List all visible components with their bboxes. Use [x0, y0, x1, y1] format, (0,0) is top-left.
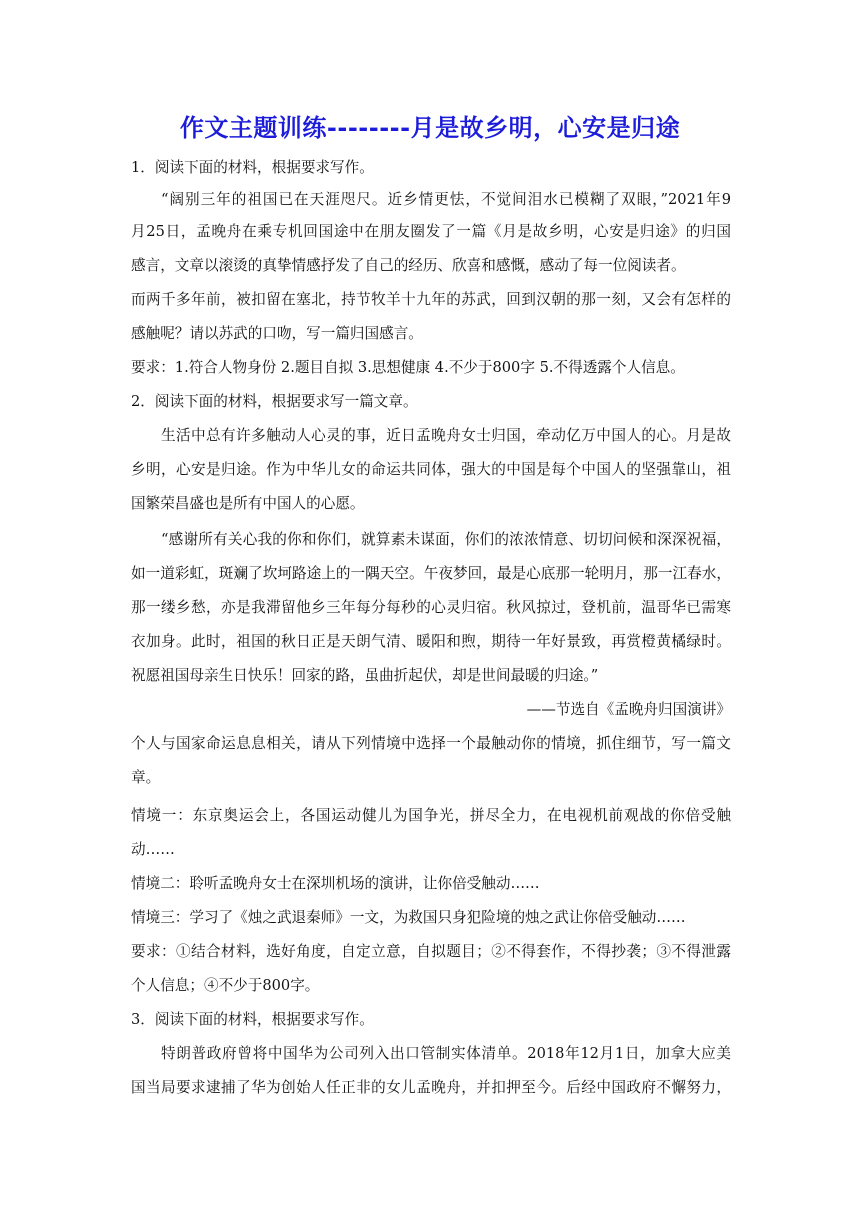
quote-line: 那一缕乡愁，亦是我滞留他乡三年每分每秒的心灵归宿。秋风掠过，登机前，温哥华已需寒 [131, 599, 731, 616]
paragraph-line: “阔别三年的祖国已在天涯咫尺。近乡情更怯，不觉间泪水已模糊了双眼，”2021年9 [161, 191, 731, 208]
paragraph-line: 章。 [131, 769, 161, 786]
question-2-heading: 2．阅读下面的材料，根据要求写一篇文章。 [131, 393, 418, 410]
scenario-line: 情境一：东京奥运会上，各国运动健儿为国争光，拼尽全力，在电视机前观战的你倍受触 [131, 807, 731, 824]
scenario-line: 情境二：聆听孟晚舟女士在深圳机场的演讲，让你倍受触动…… [131, 875, 540, 892]
requirement-line: 要求：1.符合人物身份 2.题目自拟 3.思想健康 4.不少于800字 5.不得透露个人信息。 [131, 359, 685, 376]
paragraph-line: 个人与国家命运息息相关，请从下列情境中选择一个最触动你的情境，抓住细节，写一篇文 [131, 735, 731, 752]
quote-line: 如一道彩虹，斑斓了坎坷路途上的一隅天空。午夜梦回，最是心底那一轮明月，那一江春水， [131, 565, 731, 582]
paragraph-line: 生活中总有许多触动人心灵的事，近日孟晚舟女士归国，牵动亿万中国人的心。月是故 [161, 427, 731, 444]
document-title: 作文主题训练--------月是故乡明，心安是归途 [179, 114, 681, 142]
requirement-line: 个人信息；④不少于800字。 [131, 977, 320, 994]
paragraph-line: 特朗普政府曾将中国华为公司列入出口管制实体清单。2018年12月1日，加拿大应美 [161, 1045, 731, 1062]
question-1-heading: 1．阅读下面的材料，根据要求写作。 [131, 159, 374, 176]
question-3-heading: 3．阅读下面的材料，根据要求写作。 [131, 1011, 374, 1028]
quote-line: “感谢所有关心我的你和你们，就算素未谋面，你们的浓浓情意、切切问候和深深祝福， [161, 531, 731, 548]
quote-line: 祝愿祖国母亲生日快乐！回家的路，虽曲折起伏，却是世间最暖的归途。” [131, 667, 599, 684]
requirement-line: 要求：①结合材料，选好角度，自定立意，自拟题目；②不得套作，不得抄袭；③不得泄露 [131, 943, 731, 960]
paragraph-line: 乡明，心安是归途。作为中华儿女的命运共同体，强大的中国是每个中国人的坚强靠山，祖 [131, 461, 731, 478]
paragraph-line: 月25日，孟晚舟在乘专机回国途中在朋友圈发了一篇《月是故乡明，心安是归途》的归国 [131, 223, 731, 240]
paragraph-line: 而两千多年前，被扣留在塞北，持节牧羊十九年的苏武，回到汉朝的那一刻，又会有怎样的 [131, 291, 731, 308]
paragraph-line: 国繁荣昌盛也是所有中国人的心愿。 [131, 495, 365, 512]
paragraph-line: 感触呢？请以苏武的口吻，写一篇归国感言。 [131, 325, 423, 342]
paragraph-line: 感言，文章以滚烫的真挚情感抒发了自己的经历、欣喜和感慨，感动了每一位阅读者。 [131, 257, 686, 274]
scenario-line: 情境三：学习了《烛之武退秦师》一文，为救国只身犯险境的烛之武让你倍受触动…… [131, 909, 686, 926]
paragraph-line: 国当局要求逮捕了华为创始人任正非的女儿孟晚舟，并扣押至今。后经中国政府不懈努力， [131, 1079, 731, 1096]
quote-source: ——节选自《孟晚舟归国演讲》 [526, 701, 731, 718]
quote-line: 衣加身。此时，祖国的秋日正是天朗气清、暖阳和煦，期待一年好景致，再赏橙黄橘绿时。 [131, 633, 731, 650]
scenario-line: 动…… [131, 841, 175, 858]
